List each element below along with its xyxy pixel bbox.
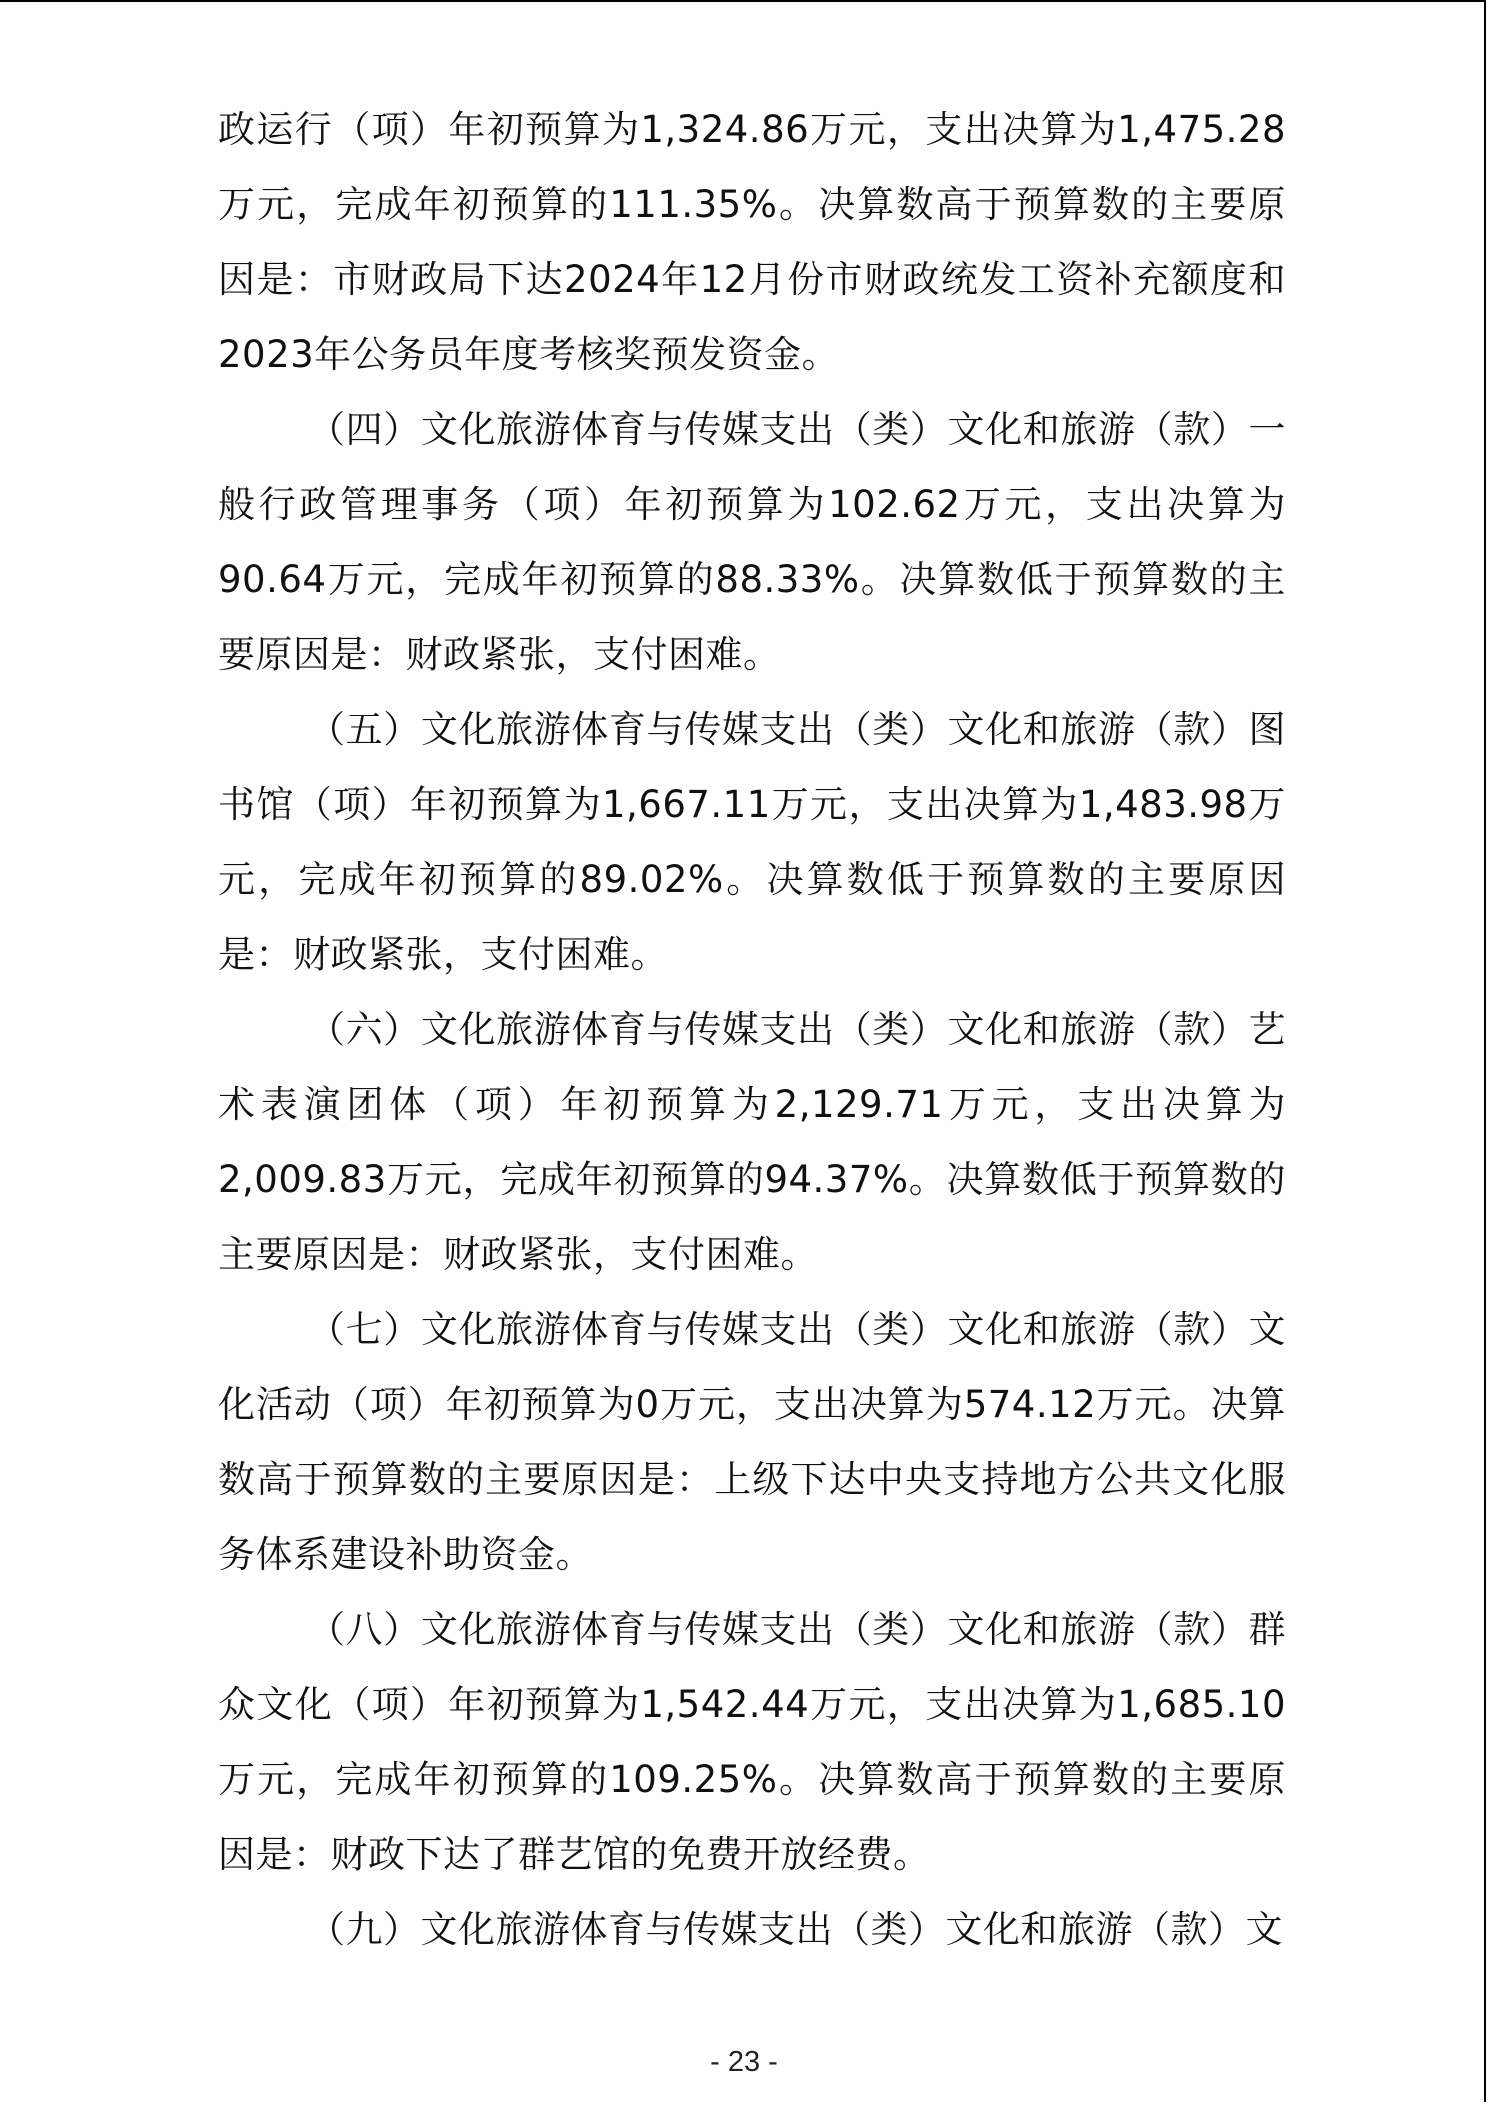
paragraph-administrative-operation: 政运行（项）年初预算为1,324.86万元，支出决算为1,475.28万元，完成年初预算的111.35%。决算数高于预算数的主要原因是：市财政局下达2024年12月份市财政统发工资补充额度和2023年公务员年度考核奖预发资金。 xyxy=(218,108,1286,376)
paragraph-item-five: （五）文化旅游体育与传媒支出（类）文化和旅游（款）图书馆（项）年初预算为1,667.11万元，支出决算为1,483.98万元，完成年初预算的89.02%。决算数低于预算数的主要原因是：财政紧张，支付困难。 xyxy=(218,708,1286,976)
document-body xyxy=(218,92,1286,1967)
paragraph-item-nine: （九）文化旅游体育与传媒支出（类）文化和旅游（款）文 xyxy=(308,1908,1283,1951)
page-number: - 23 - xyxy=(710,2046,778,2078)
paragraph-item-eight: （八）文化旅游体育与传媒支出（类）文化和旅游（款）群众文化（项）年初预算为1,542.44万元，支出决算为1,685.10万元，完成年初预算的109.25%。决算数高于预算数的主要原因是：财政下达了群艺馆的免费开放经费。 xyxy=(218,1608,1286,1876)
paragraph-item-seven: （七）文化旅游体育与传媒支出（类）文化和旅游（款）文化活动（项）年初预算为0万元，支出决算为574.12万元。决算数高于预算数的主要原因是：上级下达中央支持地方公共文化服务体系建设补助资金。 xyxy=(218,1308,1286,1576)
paragraph-item-six: （六）文化旅游体育与传媒支出（类）文化和旅游（款）艺术表演团体（项）年初预算为2,129.71万元，支出决算为2,009.83万元，完成年初预算的94.37%。决算数低于预算数的主要原因是：财政紧张，支付困难。 xyxy=(218,1008,1286,1276)
paragraph-item-four: （四）文化旅游体育与传媒支出（类）文化和旅游（款）一般行政管理事务（项）年初预算为102.62万元，支出决算为90.64万元，完成年初预算的88.33%。决算数低于预算数的主要原因是：财政紧张，支付困难。 xyxy=(218,408,1286,676)
